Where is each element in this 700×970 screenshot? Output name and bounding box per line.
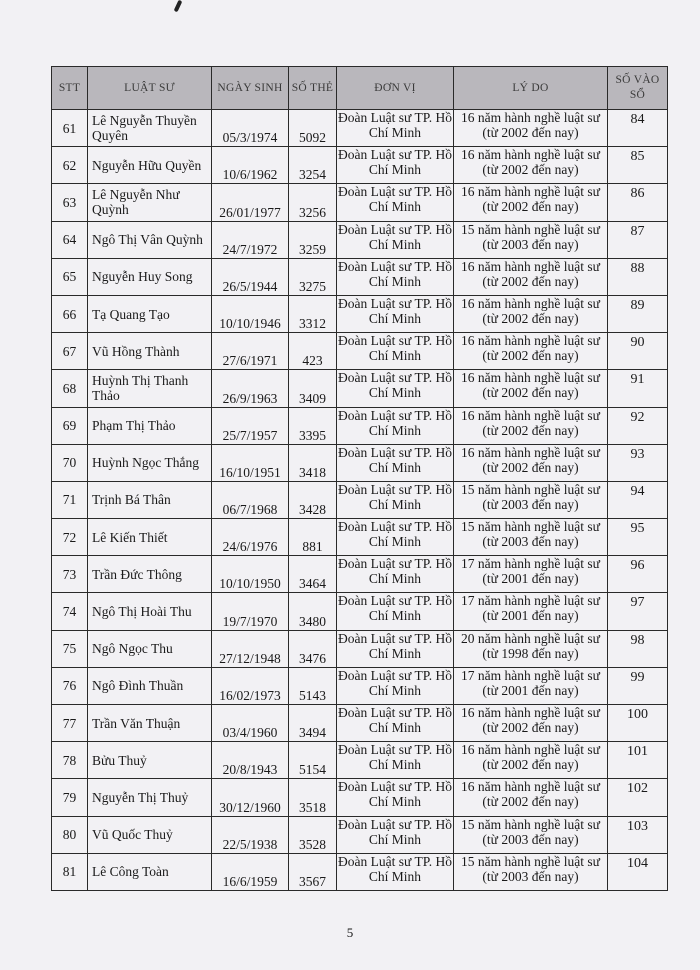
unit-cell: Đoàn Luật sư TP. Hồ Chí Minh — [337, 333, 454, 370]
table-row — [52, 630, 668, 667]
dob-cell: 26/01/1977 — [212, 184, 289, 221]
stt-cell: 64 — [52, 221, 88, 258]
dob-cell: 27/12/1948 — [212, 630, 289, 667]
table-body — [52, 110, 668, 891]
order-number-cell: 99 — [608, 667, 668, 704]
table-row — [52, 705, 668, 742]
stt-cell: 65 — [52, 258, 88, 295]
header-card: SỐ THẺ — [289, 67, 337, 110]
card-number-cell: 3476 — [289, 630, 337, 667]
reason-cell: 16 năm hành nghề luật sư (từ 2002 đến nay) — [454, 258, 608, 295]
lawyer-table — [51, 66, 668, 891]
table-row — [52, 221, 668, 258]
table-row — [52, 853, 668, 890]
lawyer-name-cell: Tạ Quang Tạo — [88, 295, 212, 332]
order-number-cell: 94 — [608, 481, 668, 518]
order-number-cell: 90 — [608, 333, 668, 370]
lawyer-name-cell: Nguyễn Huy Song — [88, 258, 212, 295]
reason-cell: 16 năm hành nghề luật sư (từ 2002 đến nay) — [454, 705, 608, 742]
dob-cell: 16/02/1973 — [212, 667, 289, 704]
order-number-cell: 98 — [608, 630, 668, 667]
header-lawyer: LUẬT SƯ — [88, 67, 212, 110]
ink-mark — [174, 0, 183, 12]
header-reason: LÝ DO — [454, 67, 608, 110]
unit-cell: Đoàn Luật sư TP. Hồ Chí Minh — [337, 630, 454, 667]
header-dob: NGÀY SINH — [212, 67, 289, 110]
order-number-cell: 88 — [608, 258, 668, 295]
unit-cell: Đoàn Luật sư TP. Hồ Chí Minh — [337, 407, 454, 444]
card-number-cell: 3567 — [289, 853, 337, 890]
reason-cell: 16 năm hành nghề luật sư (từ 2002 đến nay) — [454, 147, 608, 184]
card-number-cell: 3395 — [289, 407, 337, 444]
dob-cell: 10/6/1962 — [212, 147, 289, 184]
table-row — [52, 556, 668, 593]
unit-cell: Đoàn Luật sư TP. Hồ Chí Minh — [337, 370, 454, 407]
reason-cell: 16 năm hành nghề luật sư (từ 2002 đến nay) — [454, 295, 608, 332]
order-number-cell: 84 — [608, 110, 668, 147]
table-row — [52, 407, 668, 444]
dob-cell: 26/9/1963 — [212, 370, 289, 407]
lawyer-name-cell: Phạm Thị Thảo — [88, 407, 212, 444]
lawyer-name-cell: Huỳnh Ngọc Thắng — [88, 444, 212, 481]
reason-cell: 20 năm hành nghề luật sư (từ 1998 đến nay) — [454, 630, 608, 667]
table-row — [52, 593, 668, 630]
table-row — [52, 147, 668, 184]
card-number-cell: 3418 — [289, 444, 337, 481]
card-number-cell: 3259 — [289, 221, 337, 258]
header-stt: STT — [52, 67, 88, 110]
dob-cell: 10/10/1946 — [212, 295, 289, 332]
dob-cell: 16/6/1959 — [212, 853, 289, 890]
dob-cell: 20/8/1943 — [212, 742, 289, 779]
card-number-cell: 3480 — [289, 593, 337, 630]
stt-cell: 78 — [52, 742, 88, 779]
stt-cell: 63 — [52, 184, 88, 221]
card-number-cell: 881 — [289, 519, 337, 556]
lawyer-name-cell: Ngô Thị Vân Quỳnh — [88, 221, 212, 258]
stt-cell: 75 — [52, 630, 88, 667]
lawyer-name-cell: Nguyễn Thị Thuỷ — [88, 779, 212, 816]
reason-cell: 16 năm hành nghề luật sư (từ 2002 đến nay) — [454, 779, 608, 816]
table-row — [52, 444, 668, 481]
reason-cell: 16 năm hành nghề luật sư (từ 2002 đến nay) — [454, 742, 608, 779]
table-row — [52, 184, 668, 221]
reason-cell: 16 năm hành nghề luật sư (từ 2002 đến nay) — [454, 407, 608, 444]
order-number-cell: 101 — [608, 742, 668, 779]
card-number-cell: 3428 — [289, 481, 337, 518]
card-number-cell: 5154 — [289, 742, 337, 779]
reason-cell: 16 năm hành nghề luật sư (từ 2002 đến nay) — [454, 110, 608, 147]
order-number-cell: 97 — [608, 593, 668, 630]
lawyer-name-cell: Trần Đức Thông — [88, 556, 212, 593]
unit-cell: Đoàn Luật sư TP. Hồ Chí Minh — [337, 481, 454, 518]
reason-cell: 16 năm hành nghề luật sư (từ 2002 đến nay) — [454, 184, 608, 221]
order-number-cell: 95 — [608, 519, 668, 556]
dob-cell: 27/6/1971 — [212, 333, 289, 370]
order-number-cell: 103 — [608, 816, 668, 853]
dob-cell: 16/10/1951 — [212, 444, 289, 481]
stt-cell: 76 — [52, 667, 88, 704]
order-number-cell: 104 — [608, 853, 668, 890]
table-row — [52, 742, 668, 779]
order-number-cell: 86 — [608, 184, 668, 221]
reason-cell: 16 năm hành nghề luật sư (từ 2002 đến nay) — [454, 333, 608, 370]
unit-cell: Đoàn Luật sư TP. Hồ Chí Minh — [337, 593, 454, 630]
dob-cell: 24/6/1976 — [212, 519, 289, 556]
stt-cell: 79 — [52, 779, 88, 816]
lawyer-name-cell: Trần Văn Thuận — [88, 705, 212, 742]
table-row — [52, 295, 668, 332]
lawyer-name-cell: Nguyễn Hữu Quyền — [88, 147, 212, 184]
card-number-cell: 3518 — [289, 779, 337, 816]
dob-cell: 30/12/1960 — [212, 779, 289, 816]
card-number-cell: 5092 — [289, 110, 337, 147]
lawyer-name-cell: Lê Nguyễn Thuyền Quyên — [88, 110, 212, 147]
unit-cell: Đoàn Luật sư TP. Hồ Chí Minh — [337, 556, 454, 593]
unit-cell: Đoàn Luật sư TP. Hồ Chí Minh — [337, 295, 454, 332]
unit-cell: Đoàn Luật sư TP. Hồ Chí Minh — [337, 110, 454, 147]
order-number-cell: 85 — [608, 147, 668, 184]
lawyer-name-cell: Bửu Thuỷ — [88, 742, 212, 779]
dob-cell: 19/7/1970 — [212, 593, 289, 630]
table-row — [52, 258, 668, 295]
dob-cell: 05/3/1974 — [212, 110, 289, 147]
lawyer-name-cell: Ngô Đình Thuần — [88, 667, 212, 704]
dob-cell: 06/7/1968 — [212, 481, 289, 518]
stt-cell: 67 — [52, 333, 88, 370]
table-row — [52, 370, 668, 407]
unit-cell: Đoàn Luật sư TP. Hồ Chí Minh — [337, 184, 454, 221]
unit-cell: Đoàn Luật sư TP. Hồ Chí Minh — [337, 221, 454, 258]
page-number: 5 — [346, 925, 354, 940]
unit-cell: Đoàn Luật sư TP. Hồ Chí Minh — [337, 816, 454, 853]
order-number-cell: 100 — [608, 705, 668, 742]
card-number-cell: 3312 — [289, 295, 337, 332]
card-number-cell: 3494 — [289, 705, 337, 742]
table-row — [52, 667, 668, 704]
lawyer-name-cell: Lê Kiến Thiết — [88, 519, 212, 556]
unit-cell: Đoàn Luật sư TP. Hồ Chí Minh — [337, 742, 454, 779]
order-number-cell: 91 — [608, 370, 668, 407]
table-row — [52, 110, 668, 147]
unit-cell: Đoàn Luật sư TP. Hồ Chí Minh — [337, 258, 454, 295]
unit-cell: Đoàn Luật sư TP. Hồ Chí Minh — [337, 853, 454, 890]
lawyer-name-cell: Vũ Hồng Thành — [88, 333, 212, 370]
card-number-cell: 3528 — [289, 816, 337, 853]
lawyer-name-cell: Ngô Thị Hoài Thu — [88, 593, 212, 630]
stt-cell: 71 — [52, 481, 88, 518]
dob-cell: 25/7/1957 — [212, 407, 289, 444]
stt-cell: 66 — [52, 295, 88, 332]
unit-cell: Đoàn Luật sư TP. Hồ Chí Minh — [337, 667, 454, 704]
table-row — [52, 779, 668, 816]
lawyer-name-cell: Lê Công Toàn — [88, 853, 212, 890]
reason-cell: 17 năm hành nghề luật sư (từ 2001 đến nay) — [454, 556, 608, 593]
unit-cell: Đoàn Luật sư TP. Hồ Chí Minh — [337, 705, 454, 742]
lawyer-name-cell: Ngô Ngọc Thu — [88, 630, 212, 667]
lawyer-name-cell: Lê Nguyễn Như Quỳnh — [88, 184, 212, 221]
stt-cell: 68 — [52, 370, 88, 407]
card-number-cell: 3254 — [289, 147, 337, 184]
reason-cell: 16 năm hành nghề luật sư (từ 2002 đến nay) — [454, 444, 608, 481]
dob-cell: 22/5/1938 — [212, 816, 289, 853]
table-header-row — [52, 67, 668, 110]
dob-cell: 10/10/1950 — [212, 556, 289, 593]
dob-cell: 26/5/1944 — [212, 258, 289, 295]
card-number-cell: 3464 — [289, 556, 337, 593]
table-row — [52, 519, 668, 556]
stt-cell: 73 — [52, 556, 88, 593]
unit-cell: Đoàn Luật sư TP. Hồ Chí Minh — [337, 779, 454, 816]
card-number-cell: 3409 — [289, 370, 337, 407]
reason-cell: 15 năm hành nghề luật sư (từ 2003 đến nay) — [454, 221, 608, 258]
order-number-cell: 87 — [608, 221, 668, 258]
stt-cell: 81 — [52, 853, 88, 890]
stt-cell: 80 — [52, 816, 88, 853]
lawyer-name-cell: Vũ Quốc Thuỷ — [88, 816, 212, 853]
stt-cell: 70 — [52, 444, 88, 481]
reason-cell: 15 năm hành nghề luật sư (từ 2003 đến nay) — [454, 481, 608, 518]
table-row — [52, 333, 668, 370]
dob-cell: 24/7/1972 — [212, 221, 289, 258]
reason-cell: 15 năm hành nghề luật sư (từ 2003 đến nay) — [454, 519, 608, 556]
card-number-cell: 3275 — [289, 258, 337, 295]
card-number-cell: 3256 — [289, 184, 337, 221]
stt-cell: 62 — [52, 147, 88, 184]
reason-cell: 16 năm hành nghề luật sư (từ 2002 đến nay) — [454, 370, 608, 407]
reason-cell: 17 năm hành nghề luật sư (từ 2001 đến nay) — [454, 593, 608, 630]
card-number-cell: 423 — [289, 333, 337, 370]
stt-cell: 74 — [52, 593, 88, 630]
stt-cell: 77 — [52, 705, 88, 742]
reason-cell: 15 năm hành nghề luật sư (từ 2003 đến nay) — [454, 853, 608, 890]
order-number-cell: 89 — [608, 295, 668, 332]
header-unit: ĐƠN VỊ — [337, 67, 454, 110]
stt-cell: 61 — [52, 110, 88, 147]
order-number-cell: 102 — [608, 779, 668, 816]
dob-cell: 03/4/1960 — [212, 705, 289, 742]
reason-cell: 17 năm hành nghề luật sư (từ 2001 đến nay) — [454, 667, 608, 704]
reason-cell: 15 năm hành nghề luật sư (từ 2003 đến nay) — [454, 816, 608, 853]
card-number-cell: 5143 — [289, 667, 337, 704]
lawyer-name-cell: Trịnh Bá Thân — [88, 481, 212, 518]
order-number-cell: 92 — [608, 407, 668, 444]
lawyer-name-cell: Huỳnh Thị Thanh Thảo — [88, 370, 212, 407]
unit-cell: Đoàn Luật sư TP. Hồ Chí Minh — [337, 147, 454, 184]
unit-cell: Đoàn Luật sư TP. Hồ Chí Minh — [337, 444, 454, 481]
order-number-cell: 96 — [608, 556, 668, 593]
stt-cell: 72 — [52, 519, 88, 556]
order-number-cell: 93 — [608, 444, 668, 481]
table-row — [52, 481, 668, 518]
header-order: SỐ VÀO SỔ — [608, 67, 668, 110]
unit-cell: Đoàn Luật sư TP. Hồ Chí Minh — [337, 519, 454, 556]
stt-cell: 69 — [52, 407, 88, 444]
table-row — [52, 816, 668, 853]
